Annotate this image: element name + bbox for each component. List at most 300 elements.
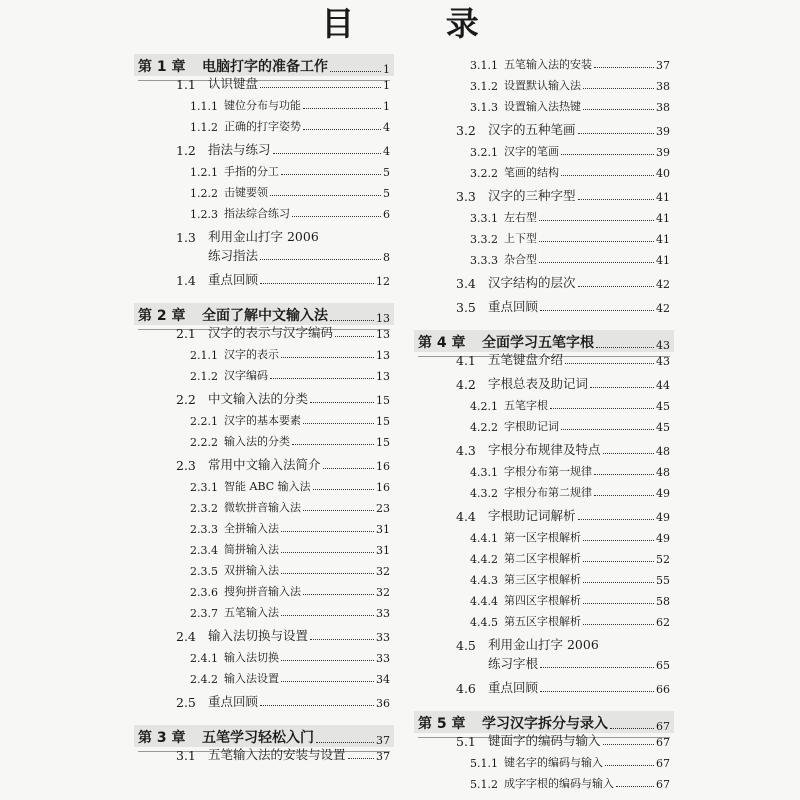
toc-continuation-row[interactable] [418, 656, 670, 672]
leader-dots [303, 108, 381, 109]
toc-entry-title: 第一区字根解析 [504, 531, 581, 544]
toc-entry-title: 第三区字根解析 [504, 573, 581, 586]
toc-entry-number: 3.3.3 [470, 254, 498, 267]
toc-entry-title: 汉字的表示与汉字编码 [208, 325, 334, 340]
toc-entry-page: 38 [656, 80, 670, 93]
toc-entry-number: 4.3.1 [470, 466, 498, 479]
toc-entry-title: 汉字的三种字型 [488, 188, 576, 203]
leader-dots [281, 174, 381, 175]
toc-entry-page: 1 [383, 79, 390, 92]
leader-dots [561, 175, 654, 176]
toc-entry-page: 41 [656, 212, 670, 225]
toc-entry-title: 五笔输入法的安装 [504, 58, 592, 71]
toc-section-row[interactable] [418, 376, 670, 392]
toc-entry-title: 五笔输入法的安装与设置 [208, 747, 346, 762]
toc-entry-title: 五笔键盘介绍 [488, 352, 564, 367]
leader-dots [335, 336, 374, 337]
toc-entry-number: 3.1.3 [470, 101, 498, 114]
toc-entry-page: 4 [383, 121, 390, 134]
leader-dots [330, 71, 381, 72]
toc-section-row[interactable] [138, 229, 390, 245]
toc-entry-title: 汉字的五种笔画 [488, 122, 576, 137]
toc-entry-number: 2.3.2 [190, 502, 218, 515]
toc-entry-page: 41 [656, 254, 670, 267]
toc-entry-number: 1.2.2 [190, 187, 218, 200]
toc-subsection-row[interactable] [138, 184, 390, 200]
toc-entry-page: 23 [376, 502, 390, 515]
toc-entry-title: 成字字根的编码与输入 [504, 777, 614, 790]
toc-entry-number: 4.5 [456, 638, 476, 653]
toc-subsection-row[interactable] [418, 143, 670, 159]
toc-entry-title: 键名字的编码与输入 [504, 756, 603, 769]
toc-entry-page: 62 [656, 616, 670, 629]
leader-dots [316, 742, 374, 743]
leader-dots [540, 667, 654, 668]
leader-dots [539, 262, 654, 263]
toc-subsection-row[interactable] [418, 77, 670, 93]
toc-entry-number: 2.1.2 [190, 370, 218, 383]
leader-dots [616, 786, 654, 787]
toc-entry-title: 重点回顾 [488, 299, 539, 314]
toc-entry-page: 33 [376, 652, 390, 665]
toc-entry-number: 1.3 [176, 230, 196, 245]
toc-entry-number: 3.2 [456, 123, 476, 138]
toc-entry-number: 第 4 章 [418, 335, 466, 351]
toc-chapter-row[interactable] [418, 713, 670, 733]
leader-dots [590, 387, 654, 388]
leader-dots [330, 320, 374, 321]
leader-dots [539, 220, 654, 221]
toc-section-row[interactable] [138, 457, 390, 473]
toc-section-row[interactable] [418, 637, 670, 653]
toc-entry-page: 52 [656, 553, 670, 566]
leader-dots [583, 109, 654, 110]
toc-subsection-row[interactable] [138, 604, 390, 620]
toc-section-row[interactable] [138, 747, 390, 763]
toc-entry-number: 2.2.2 [190, 436, 218, 449]
toc-entry-page: 49 [656, 511, 670, 524]
toc-entry-page: 13 [376, 370, 390, 383]
toc-entry-page: 43 [656, 339, 670, 352]
toc-entry-number: 第 3 章 [138, 730, 186, 746]
toc-entry-number: 2.2.1 [190, 415, 218, 428]
toc-entry-number: 4.1 [456, 353, 476, 368]
toc-entry-number: 第 1 章 [138, 59, 186, 75]
toc-entry-page: 15 [376, 436, 390, 449]
toc-entry-number: 1.1.2 [190, 121, 218, 134]
toc-entry-title: 简拼输入法 [224, 543, 279, 556]
leader-dots [292, 216, 381, 217]
toc-entry-number: 4.4.3 [470, 574, 498, 587]
toc-entry-number: 3.4 [456, 276, 476, 291]
toc-entry-title: 汉字结构的层次 [488, 275, 576, 290]
leader-dots [594, 495, 654, 496]
toc-entry-title: 利用金山打字 2006 [208, 229, 319, 244]
toc-entry-number: 4.3.2 [470, 487, 498, 500]
toc-entry-number: 3.1 [176, 748, 196, 763]
page-title: 目 录 [321, 4, 519, 43]
toc-entry-number: 3.1.1 [470, 59, 498, 72]
toc-section-row[interactable] [418, 733, 670, 749]
toc-entry-title: 输入法的分类 [224, 435, 290, 448]
toc-entry-title: 字根分布第一规律 [504, 465, 592, 478]
leader-dots [578, 286, 654, 287]
toc-subsection-row[interactable] [138, 520, 390, 536]
toc-entry-number: 2.3 [176, 458, 196, 473]
toc-entry-title: 搜狗拼音输入法 [224, 585, 301, 598]
leader-dots [594, 67, 654, 68]
toc-section-row[interactable] [418, 352, 670, 368]
toc-chapter-row[interactable] [138, 727, 390, 747]
toc-section-row[interactable] [138, 142, 390, 158]
toc-entry-title: 认识键盘 [208, 76, 259, 91]
toc-section-row[interactable] [418, 299, 670, 315]
toc-entry-title: 常用中文输入法简介 [208, 457, 321, 472]
toc-entry-title: 杂合型 [504, 253, 537, 266]
toc-entry-page: 12 [376, 275, 390, 288]
toc-subsection-row[interactable] [418, 164, 670, 180]
toc-entry-page: 32 [376, 565, 390, 578]
toc-entry-number: 4.4.1 [470, 532, 498, 545]
toc-entry-number: 2.1 [176, 326, 196, 341]
toc-entry-title: 指法与练习 [208, 142, 271, 157]
leader-dots [281, 357, 374, 358]
toc-entry-number: 4.2.2 [470, 421, 498, 434]
toc-entry-page: 5 [383, 166, 390, 179]
toc-entry-page: 37 [376, 750, 390, 763]
toc-entry-page: 13 [376, 328, 390, 341]
toc-entry-number: 4.4.2 [470, 553, 498, 566]
toc-chapter-row[interactable] [418, 332, 670, 352]
toc-subsection-row[interactable] [418, 209, 670, 225]
leader-dots [260, 283, 374, 284]
toc-entry-title: 第四区字根解析 [504, 594, 581, 607]
leader-dots [565, 363, 654, 364]
toc-entry-title: 五笔学习轻松入门 [202, 730, 314, 746]
toc-entry-page: 5 [383, 187, 390, 200]
toc-entry-page: 43 [656, 355, 670, 368]
toc-entry-title: 练习指法 [208, 248, 259, 263]
toc-subsection-row[interactable] [138, 583, 390, 599]
toc-entry-title: 汉字编码 [224, 369, 268, 382]
leader-dots [550, 408, 654, 409]
leader-dots [348, 758, 374, 759]
leader-dots [610, 728, 654, 729]
toc-entry-title: 指法综合练习 [224, 207, 290, 220]
leader-dots [583, 540, 654, 541]
toc-entry-title: 全拼输入法 [224, 522, 279, 535]
toc-entry-page: 65 [656, 659, 670, 672]
toc-entry-number: 3.1.2 [470, 80, 498, 93]
toc-subsection-row[interactable] [138, 433, 390, 449]
toc-entry-title: 字根分布规律及特点 [488, 442, 601, 457]
toc-subsection-row[interactable] [418, 98, 670, 114]
leader-dots [583, 624, 654, 625]
leader-dots [303, 594, 374, 595]
toc-entry-page: 66 [656, 683, 670, 696]
toc-subsection-row[interactable] [138, 649, 390, 665]
toc-entry-page: 40 [656, 167, 670, 180]
toc-entry-page: 31 [376, 523, 390, 536]
toc-entry-page: 39 [656, 146, 670, 159]
leader-dots [281, 615, 374, 616]
toc-entry-title: 左右型 [504, 211, 537, 224]
toc-entry-page: 16 [376, 460, 390, 473]
toc-entry-title: 五笔输入法 [224, 606, 279, 619]
toc-entry-number: 4.2 [456, 377, 476, 392]
toc-entry-number: 2.3.4 [190, 544, 218, 557]
toc-entry-number: 4.6 [456, 681, 476, 696]
toc-continuation-row[interactable] [138, 248, 390, 264]
toc-entry-title: 字根助记词 [504, 420, 559, 433]
toc-subsection-row[interactable] [418, 484, 670, 500]
leader-dots [260, 705, 374, 706]
toc-subsection-row[interactable] [418, 754, 670, 770]
toc-entry-number: 2.4 [176, 629, 196, 644]
leader-dots [583, 603, 654, 604]
toc-entry-title: 上下型 [504, 232, 537, 245]
leader-dots [605, 765, 654, 766]
toc-section-row[interactable] [138, 391, 390, 407]
toc-subsection-row[interactable] [418, 56, 670, 72]
toc-entry-number: 1.4 [176, 273, 196, 288]
toc-subsection-row[interactable] [138, 163, 390, 179]
toc-entry-number: 2.2 [176, 392, 196, 407]
toc-entry-page: 13 [376, 349, 390, 362]
toc-section-row[interactable] [138, 76, 390, 92]
toc-subsection-row[interactable] [418, 418, 670, 434]
toc-entry-page: 49 [656, 532, 670, 545]
leader-dots [583, 561, 654, 562]
toc-section-row[interactable] [138, 272, 390, 288]
toc-entry-page: 6 [383, 208, 390, 221]
toc-entry-title: 输入法切换与设置 [208, 628, 309, 643]
leader-dots [281, 681, 374, 682]
leader-dots [578, 519, 654, 520]
toc-section-row[interactable] [418, 275, 670, 291]
toc-entry-page: 1 [383, 100, 390, 113]
leader-dots [539, 241, 654, 242]
leader-dots [273, 153, 381, 154]
toc-entry-page: 41 [656, 233, 670, 246]
toc-subsection-row[interactable] [418, 463, 670, 479]
leader-dots [540, 691, 654, 692]
toc-entry-page: 33 [376, 607, 390, 620]
toc-entry-number: 5.1 [456, 734, 476, 749]
toc-subsection-row[interactable] [418, 613, 670, 629]
toc-subsection-row[interactable] [138, 412, 390, 428]
leader-dots [281, 552, 374, 553]
toc-subsection-row[interactable] [138, 118, 390, 134]
toc-entry-number: 2.4.2 [190, 673, 218, 686]
toc-entry-number: 2.3.6 [190, 586, 218, 599]
toc-entry-page: 41 [656, 191, 670, 204]
toc-section-row[interactable] [418, 680, 670, 696]
toc-entry-number: 2.3.1 [190, 481, 218, 494]
toc-entry-title: 全面了解中文输入法 [202, 308, 328, 324]
toc-entry-number: 2.1.1 [190, 349, 218, 362]
toc-entry-number: 4.4.5 [470, 616, 498, 629]
toc-section-row[interactable] [138, 628, 390, 644]
toc-entry-number: 第 2 章 [138, 308, 186, 324]
toc-subsection-row[interactable] [138, 205, 390, 221]
toc-subsection-row[interactable] [418, 775, 670, 791]
leader-dots [583, 582, 654, 583]
leader-dots [596, 347, 654, 348]
leader-dots [561, 154, 654, 155]
toc-entry-number: 3.2.1 [470, 146, 498, 159]
toc-subsection-row[interactable] [138, 499, 390, 515]
toc-chapter-row[interactable] [138, 305, 390, 325]
toc-entry-title: 字根总表及助记词 [488, 376, 589, 391]
toc-section-row[interactable] [138, 325, 390, 341]
toc-entry-number: 3.5 [456, 300, 476, 315]
toc-entry-title: 汉字的笔画 [504, 145, 559, 158]
leader-dots [540, 310, 654, 311]
toc-entry-title: 笔画的结构 [504, 166, 559, 179]
toc-entry-title: 智能 ABC 输入法 [224, 480, 311, 493]
toc-subsection-row[interactable] [138, 97, 390, 113]
toc-entry-page: 49 [656, 487, 670, 500]
toc-section-row[interactable] [418, 508, 670, 524]
leader-dots [303, 129, 381, 130]
leader-dots [583, 88, 654, 89]
leader-dots [594, 474, 654, 475]
toc-entry-title: 电脑打字的准备工作 [202, 59, 328, 75]
toc-entry-number: 3.3.1 [470, 212, 498, 225]
toc-entry-title: 利用金山打字 2006 [488, 637, 599, 652]
toc-entry-title: 重点回顾 [488, 680, 539, 695]
toc-section-row[interactable] [418, 122, 670, 138]
toc-entry-number: 2.5 [176, 695, 196, 710]
toc-entry-title: 中文输入法的分类 [208, 391, 309, 406]
toc-entry-title: 字根分布第二规律 [504, 486, 592, 499]
toc-entry-page: 67 [656, 720, 670, 733]
leader-dots [310, 402, 374, 403]
toc-entry-title: 键面字的编码与输入 [488, 733, 601, 748]
toc-entry-title: 第二区字根解析 [504, 552, 581, 565]
toc-entry-number: 1.1.1 [190, 100, 218, 113]
toc-entry-number: 4.3 [456, 443, 476, 458]
toc-entry-title: 设置输入法热键 [504, 100, 581, 113]
toc-entry-title: 第五区字根解析 [504, 615, 581, 628]
leader-dots [603, 453, 654, 454]
toc-entry-number: 2.3.7 [190, 607, 218, 620]
toc-subsection-row[interactable] [418, 397, 670, 413]
toc-subsection-row[interactable] [138, 367, 390, 383]
toc-entry-page: 13 [376, 312, 390, 325]
toc-subsection-row[interactable] [138, 562, 390, 578]
toc-section-row[interactable] [418, 188, 670, 204]
toc-entry-title: 重点回顾 [208, 694, 259, 709]
toc-entry-page: 67 [656, 736, 670, 749]
leader-dots [281, 573, 374, 574]
toc-entry-title: 正确的打字姿势 [224, 120, 301, 133]
toc-chapter-row[interactable] [138, 56, 390, 76]
toc-subsection-row[interactable] [138, 541, 390, 557]
toc-entry-page: 48 [656, 445, 670, 458]
leader-dots [310, 639, 374, 640]
toc-entry-title: 汉字的基本要素 [224, 414, 301, 427]
toc-entry-page: 67 [656, 757, 670, 770]
toc-entry-title: 练习字根 [488, 656, 539, 671]
toc-entry-page: 8 [383, 251, 390, 264]
toc-entry-page: 37 [656, 59, 670, 72]
leader-dots [578, 199, 654, 200]
toc-entry-page: 31 [376, 544, 390, 557]
toc-entry-page: 33 [376, 631, 390, 644]
leader-dots [292, 444, 374, 445]
toc-entry-page: 67 [656, 778, 670, 791]
toc-entry-title: 汉字的表示 [224, 348, 279, 361]
toc-entry-page: 42 [656, 302, 670, 315]
toc-entry-number: 1.2.3 [190, 208, 218, 221]
leader-dots [561, 429, 654, 430]
toc-entry-title: 学习汉字拆分与录入 [482, 716, 608, 732]
toc-entry-title: 五笔字根 [504, 399, 548, 412]
leader-dots [270, 378, 374, 379]
toc-entry-number: 3.2.2 [470, 167, 498, 180]
toc-entry-page: 39 [656, 125, 670, 138]
toc-entry-number: 3.3 [456, 189, 476, 204]
toc-subsection-row[interactable] [138, 670, 390, 686]
toc-entry-number: 3.3.2 [470, 233, 498, 246]
toc-entry-page: 48 [656, 466, 670, 479]
toc-entry-title: 字根助记词解析 [488, 508, 576, 523]
toc-section-row[interactable] [138, 694, 390, 710]
leader-dots [260, 87, 381, 88]
toc-entry-number: 第 5 章 [418, 716, 466, 732]
toc-subsection-row[interactable] [418, 529, 670, 545]
toc-entry-number: 2.3.3 [190, 523, 218, 536]
toc-entry-page: 15 [376, 394, 390, 407]
toc-entry-title: 设置默认输入法 [504, 79, 581, 92]
leader-dots [303, 510, 374, 511]
toc-entry-page: 1 [383, 63, 390, 76]
leader-dots [313, 489, 374, 490]
toc-entry-number: 1.2.1 [190, 166, 218, 179]
toc-entry-number: 4.4.4 [470, 595, 498, 608]
toc-entry-page: 45 [656, 400, 670, 413]
toc-subsection-row[interactable] [418, 592, 670, 608]
toc-entry-page: 36 [376, 697, 390, 710]
toc-subsection-row[interactable] [418, 251, 670, 267]
leader-dots [270, 195, 381, 196]
leader-dots [281, 660, 374, 661]
toc-entry-number: 1.2 [176, 143, 196, 158]
toc-entry-title: 输入法切换 [224, 651, 279, 664]
toc-entry-number: 2.3.5 [190, 565, 218, 578]
leader-dots [303, 423, 374, 424]
toc-section-row[interactable] [418, 442, 670, 458]
toc-entry-title: 输入法设置 [224, 672, 279, 685]
toc-entry-number: 2.4.1 [190, 652, 218, 665]
toc-subsection-row[interactable] [418, 571, 670, 587]
toc-subsection-row[interactable] [418, 230, 670, 246]
toc-entry-page: 15 [376, 415, 390, 428]
toc-subsection-row[interactable] [138, 478, 390, 494]
toc-entry-page: 37 [376, 734, 390, 747]
toc-subsection-row[interactable] [418, 550, 670, 566]
toc-entry-page: 38 [656, 101, 670, 114]
toc-entry-title: 手指的分工 [224, 165, 279, 178]
leader-dots [260, 259, 381, 260]
toc-subsection-row[interactable] [138, 346, 390, 362]
toc-entry-page: 58 [656, 595, 670, 608]
toc-entry-title: 微软拼音输入法 [224, 501, 301, 514]
toc-entry-page: 34 [376, 673, 390, 686]
toc-entry-number: 4.4 [456, 509, 476, 524]
